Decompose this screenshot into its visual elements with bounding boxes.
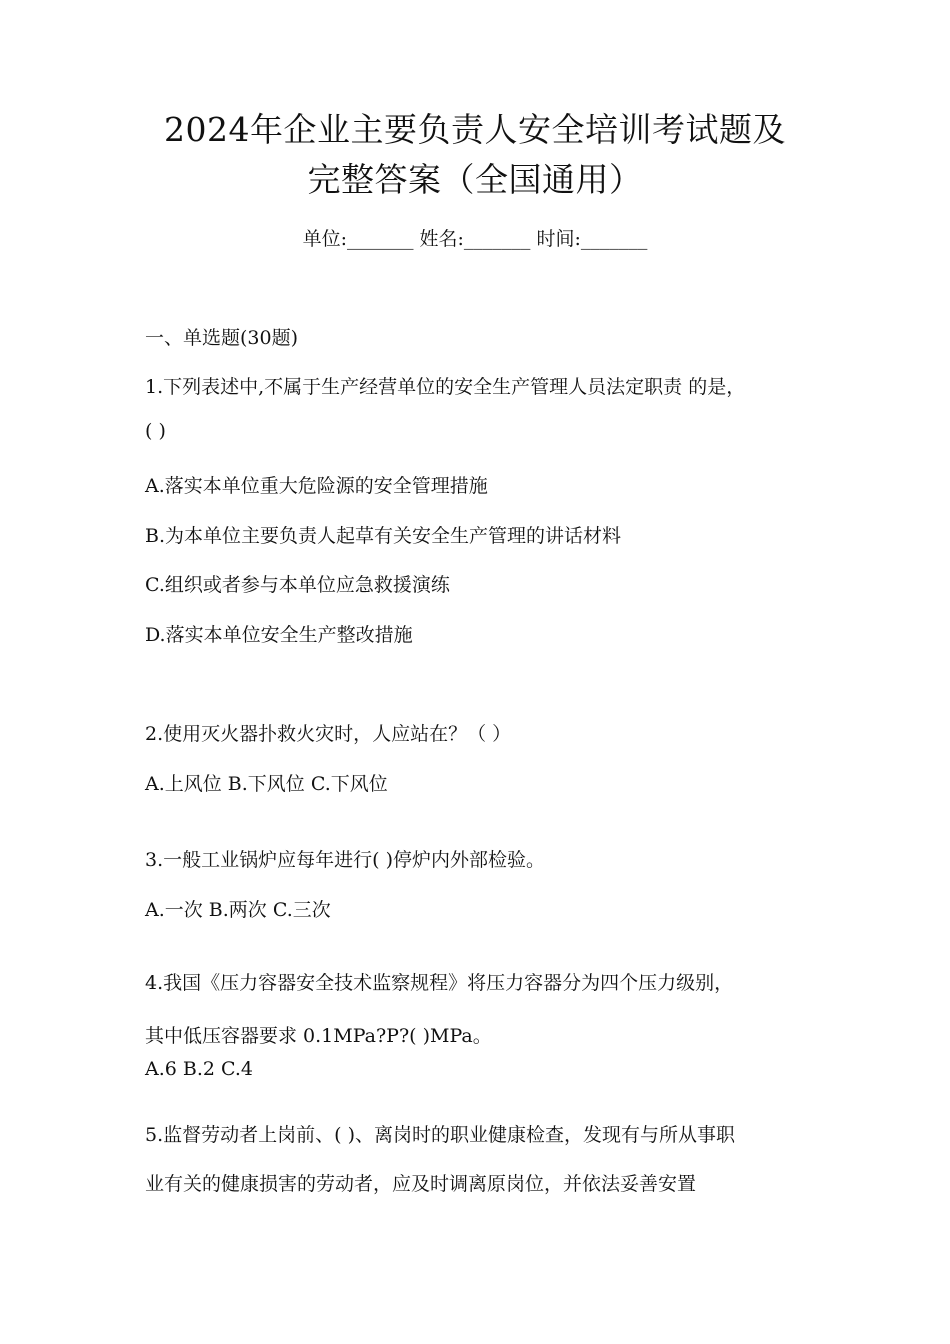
respondent-info-line: 单位:_______ 姓名:_______ 时间:_______ — [302, 228, 648, 250]
question-3-stem: 3.一般工业锅炉应每年进行( )停炉内外部检验。 — [145, 849, 545, 871]
question-4-options: A.6 B.2 C.4 — [145, 1058, 254, 1080]
section-heading: 一、单选题(30题) — [145, 327, 299, 349]
question-3-options: A.一次 B.两次 C.三次 — [145, 899, 331, 921]
document-title-line-1: 2024年企业主要负责人安全培训考试题及 — [164, 110, 786, 149]
question-4-stem-line-1: 4.我国《压力容器安全技术监察规程》将压力容器分为四个压力级别， — [145, 972, 734, 994]
question-2-stem: 2.使用灭火器扑救火灾时，人应站在？（ ） — [145, 723, 512, 745]
question-1-stem-line-2: ( ) — [145, 420, 166, 442]
question-1-stem-line-1: 1.下列表述中,不属于生产经营单位的安全生产管理人员法定职责 的是， — [145, 376, 746, 398]
question-1-option-a: A.落实本单位重大危险源的安全管理措施 — [145, 475, 488, 497]
question-2-options: A.上风位 B.下风位 C.下风位 — [145, 773, 388, 795]
question-1-option-d: D.落实本单位安全生产整改措施 — [145, 624, 413, 646]
document-title-line-2: 完整答案（全国通用） — [307, 160, 643, 199]
question-1-option-c: C.组织或者参与本单位应急救援演练 — [145, 574, 450, 596]
question-1-option-b: B.为本单位主要负责人起草有关安全生产管理的讲话材料 — [145, 525, 622, 547]
question-5-stem-line-1: 5.监督劳动者上岗前、( )、离岗时的职业健康检查，发现有与所从事职 — [145, 1124, 735, 1146]
question-5-stem-line-2: 业有关的健康损害的劳动者，应及时调离原岗位，并依法妥善安置 — [145, 1173, 697, 1195]
question-4-stem-line-2: 其中低压容器要求 0.1MPa?P?( )MPa。 — [145, 1025, 492, 1047]
